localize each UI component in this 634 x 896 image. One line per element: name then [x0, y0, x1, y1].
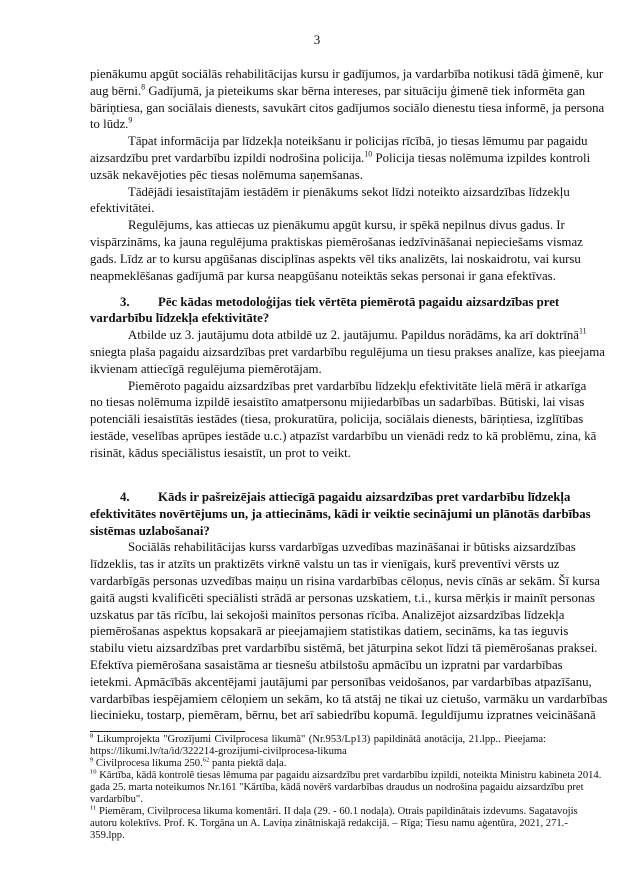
- section-number: 4.: [120, 490, 130, 504]
- footnote-reference[interactable]: 8: [141, 82, 146, 92]
- text-line: [90, 830, 546, 842]
- text-line: [90, 489, 571, 506]
- text-line: [90, 746, 546, 758]
- text-line: [90, 167, 546, 184]
- text-segment: Sociālās rehabilitācijas kurss vardarbīgas uzvedības mazināšanai ir būtisks aizsardzības: [128, 540, 576, 555]
- text-segment: Regulējums, kas attiecas uz pienākumu apgūt kursu, ir spēkā nepilnus divus gadus. Ir: [128, 218, 565, 233]
- paragraph: [90, 133, 591, 183]
- text-line: [90, 310, 546, 327]
- text-segment: panta piektā daļa.: [209, 758, 287, 769]
- text-segment: neapmeklēšanas gadījumā par kursa neapgūšanu noteiktās sekas personai ir gana efektīvas.: [90, 268, 556, 283]
- paragraph: [90, 378, 597, 462]
- footnote-reference[interactable]: 62: [202, 756, 210, 764]
- text-segment: efektivitātes novērtējums un, ja attiecināms, kādi ir veiktie secinājumi un plānotās darbības: [90, 506, 591, 521]
- footnote-reference[interactable]: 11: [90, 804, 97, 812]
- text-line: [90, 506, 591, 523]
- text-segment: Civilprocesa likuma 250.: [93, 758, 203, 769]
- text-segment: Pēc kādas metodoloģijas tiek vērtēta piemērotā pagaidu aizsardzības pret: [158, 294, 560, 309]
- text-segment: risināt, kādus speciālistus iesaistīt, un prot to veikt.: [90, 445, 351, 460]
- paragraph: [90, 539, 608, 724]
- text-segment: sistēmas uzlabošanai?: [90, 523, 210, 538]
- text-segment: Piemēroto pagaidu aizsardzības pret vardarbību līdzekļu efektivitāte lielā mērā ir atkarīga: [128, 378, 587, 393]
- text-line: [90, 794, 546, 806]
- text-segment: Policija tiesas nolēmuma izpildes kontroli: [372, 150, 591, 165]
- text-segment: autoru kolektīvs. Prof. K. Torgāna un A. Laviņa zinātniskajā redakcijā. – Rīga; Tiesu namu aģentūra, 2021, 271.-: [90, 818, 568, 829]
- text-segment: liecinieku, tostarp, piemēram, bērnu, bet arī sabiedrību kopumā. Ieguldījumu izpratnes veicināšanā: [90, 708, 596, 723]
- text-line: [90, 707, 596, 724]
- text-line: [90, 768, 602, 782]
- footnote: [90, 734, 546, 758]
- text-line: [90, 539, 576, 556]
- paragraph: [90, 217, 583, 284]
- footnote-reference[interactable]: 9: [90, 756, 94, 764]
- text-line: [90, 268, 556, 285]
- text-segment: stabilu vietu aizsardzības pret vardarbību sistēmā, bet jāturpina sekot līdzi tā piemērošanas praksei.: [90, 641, 598, 656]
- text-line: [90, 818, 568, 830]
- footnote-reference[interactable]: 10: [90, 768, 97, 776]
- footnote-reference[interactable]: 11: [578, 326, 587, 336]
- paragraph: [90, 184, 570, 218]
- text-segment: gaitā augsti kvalificēti speciālisti strādā ar personas uzskatiem, t.i., kursa mērķis ir mainīt personas: [90, 590, 595, 605]
- paragraph: [90, 66, 605, 133]
- text-segment: Gadījumā, ja pieteikums skar bērna intereses, par situāciju ģimenē tiek informēta gan: [145, 83, 586, 98]
- text-segment: ietekmi. Apmācībās akcentējami jautājumi par personības veidošanos, par vardarbības atpazīšanu,: [90, 674, 592, 689]
- text-line: [90, 445, 546, 462]
- text-line: [90, 251, 581, 268]
- paragraph: [90, 326, 605, 377]
- text-line: [90, 149, 591, 167]
- text-line: [90, 394, 585, 411]
- text-line: [90, 234, 583, 251]
- footnote-reference[interactable]: 8: [90, 732, 94, 740]
- page-number: 3: [313, 32, 321, 47]
- text-line: [90, 590, 595, 607]
- text-segment: Tādējādi iesaistītajām iestādēm ir pienākums sekot līdzi noteikto aizsardzības līdzekļu: [128, 184, 570, 199]
- text-segment: pienākumu apgūt sociālās rehabilitācijas kursu ir gadījumos, ja vardarbība notikusi tādā ģimenē, kur: [90, 67, 604, 81]
- text-segment: vardarbības iespējamiem cēloņiem un sekām, ko tā atstāj ne tikai uz cietušo, varmāku un vardarbības: [90, 691, 608, 706]
- text-segment: Kāds ir pašreizējais attiecīgā pagaidu aizsardzības pret vardarbību līdzekļa: [158, 490, 571, 504]
- footnote-separator: [90, 731, 245, 732]
- text-segment: Likumprojekta "Grozījumi Civilprocesa likumā" (Nr.953/Lp13) papildinātā anotācija, 21.lpp.. Pieejama:: [93, 734, 546, 745]
- text-segment: iestāde, veselības aprūpes iestāde u.c.) atpazīst vardarbību un vienādi redz to kā problēmu, zina, kā: [90, 428, 597, 443]
- text-line: [90, 133, 588, 150]
- text-segment: Atbilde uz 3. jautājumu dota atbildē uz 2. jautājumu. Papildus norādāms, ka arī doktrīnā: [128, 328, 579, 343]
- text-segment: aizsardzību pret vardarbību izpildi nodrošina policija.: [90, 150, 365, 165]
- text-segment: ikvienam attiecīgā regulējuma piemērotājam.: [90, 361, 322, 376]
- text-line: [90, 428, 597, 445]
- text-line: [90, 640, 598, 657]
- text-line: [90, 116, 546, 133]
- text-line: [90, 623, 569, 640]
- text-line: [90, 674, 592, 691]
- footnote: [90, 768, 602, 806]
- footnote: [90, 758, 546, 770]
- text-line: [90, 782, 584, 794]
- text-segment: Piemēram, Civilprocesa likuma komentāri. II daļa (29. - 60.1 nodaļa). Otrais papildinātais izdevums. Sagatavojis: [96, 806, 578, 817]
- text-segment: vardarbīgās personas uzvedības maiņu un risina vardarbības cēloņus, nevis cīnās ar sekām. Šī kursa: [90, 573, 600, 588]
- text-segment: gads. Līdz ar to kursu apgūšanas disciplīnas aspekts vēl tiks analizēts, lai noskaidrotu, vai kursu: [90, 251, 581, 266]
- text-segment: bāriņtiesa, gan sociālais dienests, savukārt citos gadījumos sociālo dienestu tiesa informē, ja persona: [90, 100, 605, 115]
- section-number: 3.: [120, 294, 130, 309]
- text-segment: no tiesas nolēmuma izpildē iesaistīto amatpersonu mijiedarbības un sadarbības. Būtiski, lai visas: [90, 395, 585, 410]
- footnote: [90, 804, 578, 842]
- text-segment: sniegta plaša pagaidu aizsardzības pret vardarbību regulējuma un tiesu prakses analīze, kas pieejama: [90, 344, 605, 359]
- text-segment: gada 25. marta noteikumos Nr.161 "Kārtība, kādā novērš vardarbības draudus un nodrošina pagaidu aizsardzību pret: [90, 782, 584, 793]
- text-line: [90, 734, 546, 746]
- text-segment: efektivitātei.: [90, 201, 155, 216]
- text-line: [90, 326, 587, 344]
- footnote-reference[interactable]: 9: [128, 116, 133, 126]
- text-line: [90, 523, 546, 540]
- text-line: [90, 804, 578, 818]
- text-line: [90, 607, 565, 624]
- section-heading: [90, 294, 560, 328]
- text-segment: vardarbību".: [90, 794, 143, 805]
- text-line: [90, 82, 586, 100]
- text-segment: līdzeklis, tas ir atzīts un praktizēts virknē valstu un tas ir vienīgais, kurš preventīvi vērsts uz: [90, 557, 560, 572]
- text-segment: Tāpat informācija par līdzekļa noteikšanu ir policijas rīcībā, jo tiesas lēmumu par pagaidu: [128, 134, 588, 149]
- text-line: [90, 691, 608, 708]
- text-segment: 359.lpp.: [90, 830, 125, 841]
- text-line: [90, 100, 605, 117]
- text-line: [90, 361, 546, 378]
- text-line: [90, 411, 584, 428]
- text-line: [90, 344, 605, 361]
- text-line: [90, 573, 600, 590]
- text-segment: vardarbību līdzekļa efektivitāte?: [90, 311, 270, 326]
- text-line: [90, 200, 546, 217]
- text-line: [90, 657, 563, 674]
- text-segment: aug bērni.: [90, 83, 142, 98]
- text-segment: uzsāk nekavējoties pēc tiesas nolēmuma saņemšanas.: [90, 167, 363, 182]
- text-line: [90, 184, 570, 201]
- footnote-reference[interactable]: 10: [364, 149, 373, 159]
- text-segment: to lūdz.: [90, 117, 129, 132]
- text-segment: Efektīva piemērošana sasaistāma ar tiesnešu atbilstošu apmācību un izpratni par vardarbības: [90, 657, 563, 672]
- text-segment: potenciāli iesaistītās iestādes (tiesa, prokuratūra, policija, sociālais dienests, bāriņtiesa, izglītības: [90, 412, 584, 427]
- text-line: [90, 378, 587, 395]
- text-segment: vispārzināms, ka jauna regulējuma praktiskas piemērošanas iedzīvināšanai nepieciešams vismaz: [90, 234, 583, 249]
- text-line: [90, 294, 560, 311]
- text-line: [90, 66, 604, 83]
- text-line: [90, 217, 565, 234]
- text-segment: uzskatus par tās rīcību, lai sekojoši mainītos personas rīcība. Analizējot aizsardzības līdzekļa: [90, 607, 565, 622]
- text-segment: piemērošanas aspektus kopsakarā ar pieejamajiem statistikas datiem, secināms, ka tas ieguvis: [90, 624, 569, 639]
- section-heading: [90, 489, 591, 539]
- text-segment: https://likumi.lv/ta/id/322214-grozijumi-civilprocesa-likuma: [90, 746, 347, 757]
- text-line: [90, 556, 560, 573]
- text-segment: Kārtība, kādā kontrolē tiesas lēmuma par pagaidu aizsardzību pret vardarbību izpildi, noteikta Ministru kabineta 2014.: [96, 770, 602, 781]
- text-line: [90, 758, 546, 770]
